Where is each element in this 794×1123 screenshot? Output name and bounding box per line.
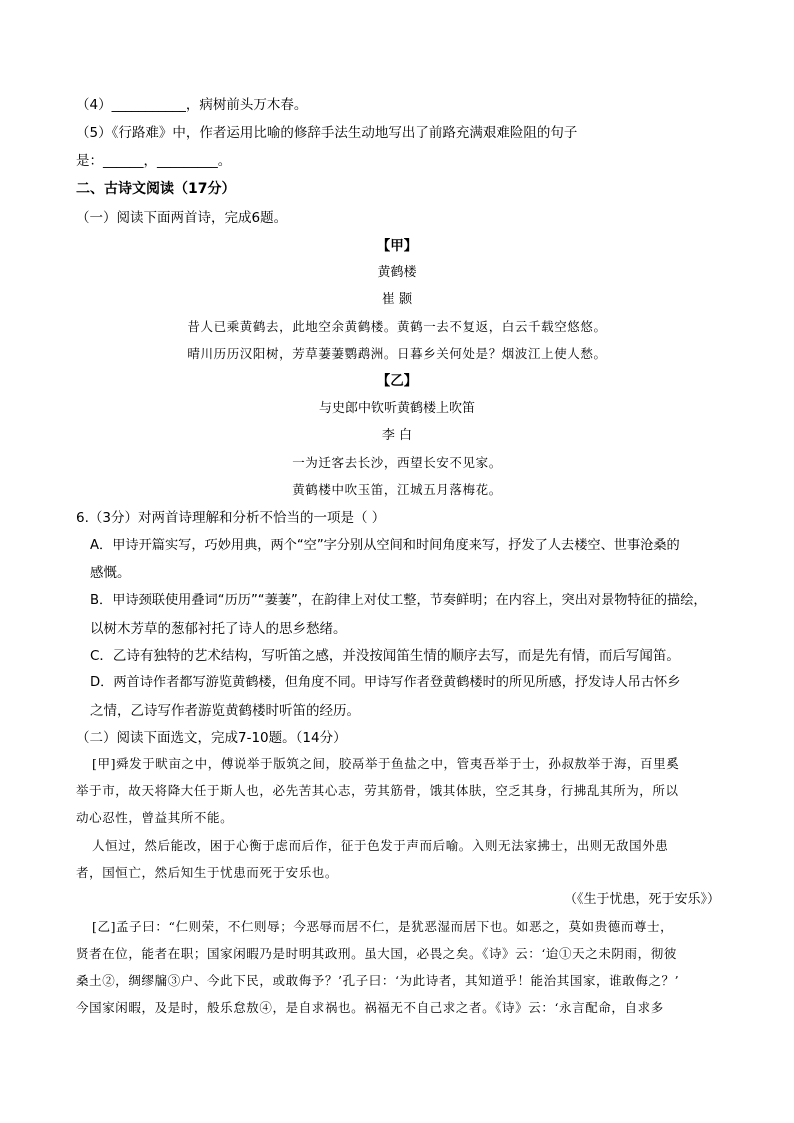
passage-jia-line-3: 动心忍性，曾益其所不能。	[76, 810, 234, 825]
poem-jia-marker: 【甲】	[376, 238, 418, 254]
fill-in-question-5: （5）《行路难》中，作者运用比喻的修辞手法生动地写出了前路充满艰难险阻的句子	[76, 125, 578, 141]
part2-intro: （二）阅读下面选文，完成7-10题。（14分）	[76, 730, 347, 746]
question-6-option-b: B．甲诗颈联使用叠词“历历”“萋萋”，在韵律上对仗工整，节奏鲜明；在内容上，突出对景物特征的描绘，	[90, 593, 707, 608]
passage-jia-line-5: 者，国恒亡，然后知生于忧患而死于安乐也。	[76, 865, 339, 880]
passage-yi-line-1: [乙]孟子曰：“仁则荣，不仁则辱；今恶辱而居不仁，是犹恶湿而居下也。如恶之，莫如贵德而尊士，	[92, 919, 674, 934]
poem-jia-line-1: 昔人已乘黄鹤去，此地空余黄鹤楼。黄鹤一去不复返，白云千载空悠悠。	[187, 319, 607, 334]
passage-jia-line-2: 举于市，故天将降大任于斯人也，必先苦其心志，劳其筋骨，饿其体肤，空乏其身，行拂乱其所为，所以	[76, 783, 679, 798]
question-6-stem: 6.（3分）对两首诗理解和分析不恰当的一项是（ ）	[76, 510, 386, 526]
poem-jia-title: 黄鹤楼	[377, 265, 417, 280]
passage-yi-line-2: 贤者在位，能者在职；国家闲暇乃是时明其政刑。虽大国，必畏之矣。《诗》云：‘迨①天之未阴雨，彻彼	[76, 946, 677, 961]
question-6-option-a-cont: 感慨。	[90, 565, 131, 581]
poem-yi-line-2: 黄鹤楼中吹玉笛，江城五月落梅花。	[292, 482, 502, 497]
question-6-option-b-cont: 以树木芳草的葱郁衬托了诗人的思乡愁绪。	[90, 621, 347, 637]
passage-jia-line-1: [甲]舜发于畎亩之中，傅说举于版筑之间，胶鬲举于鱼盐之中，管夷吾举于士，孙叔敖举于海，百里奚	[92, 756, 680, 771]
section-heading: 二、古诗文阅读（17分）	[76, 181, 236, 197]
question-6-option-a: A．甲诗开篇实写，巧妙用典，两个“空”字分别从空间和时间角度来写，抒发了人去楼空、世事沧桑的	[90, 538, 680, 553]
poem-yi-title: 与史郎中钦听黄鹤楼上吹笛	[318, 401, 475, 416]
passage-jia-line-4: 人恒过，然后能改，困于心衡于虑而后作，征于色发于声而后喻。入则无法家拂士，出则无敌国外患	[92, 838, 669, 853]
poem-yi-line-1: 一为迁客去长沙，西望长安不见家。	[292, 455, 502, 470]
poem-yi-marker: 【乙】	[376, 373, 418, 389]
fill-in-question-4: （4）___________，病树前头万木春。	[76, 97, 308, 113]
poem-jia-author: 崔 颢	[381, 292, 413, 307]
passage-yi-line-4: 今国家闲暇，及是时，般乐怠敖④，是自求祸也。祸福无不自己求之者。《诗》云：‘永言配命，自求多	[76, 1000, 664, 1015]
fill-in-question-5-answer-line: 是：______，_________。	[76, 153, 232, 169]
question-6-option-c: C．乙诗有独特的艺术结构，写听笛之感，并没按闻笛生情的顺序去写，而是先有情，而后写闻笛。	[90, 648, 680, 664]
part1-intro: （一）阅读下面两首诗，完成6题。	[76, 210, 288, 226]
passage-yi-line-3: 桑土②，绸缪牖③户、今此下民，或敢侮予？’孔子曰：‘为此诗者，其知道乎！能治其国家，谁敢侮之？’	[76, 973, 680, 988]
poem-jia-line-2: 晴川历历汉阳树，芳草萋萋鹦鹉洲。日暮乡关何处是？烟波江上使人愁。	[187, 346, 607, 361]
poem-yi-author: 李 白	[381, 428, 413, 443]
question-6-option-d-cont: 之情，乙诗写作者游览黄鹤楼时听笛的经历。	[90, 703, 360, 719]
passage-jia-source: （《生于忧患，死于安乐》）	[563, 892, 720, 907]
question-6-option-d: D．两首诗作者都写游览黄鹤楼，但角度不同。甲诗写作者登黄鹤楼时的所见所感，抒发诗人吊古怀乡	[90, 675, 681, 690]
